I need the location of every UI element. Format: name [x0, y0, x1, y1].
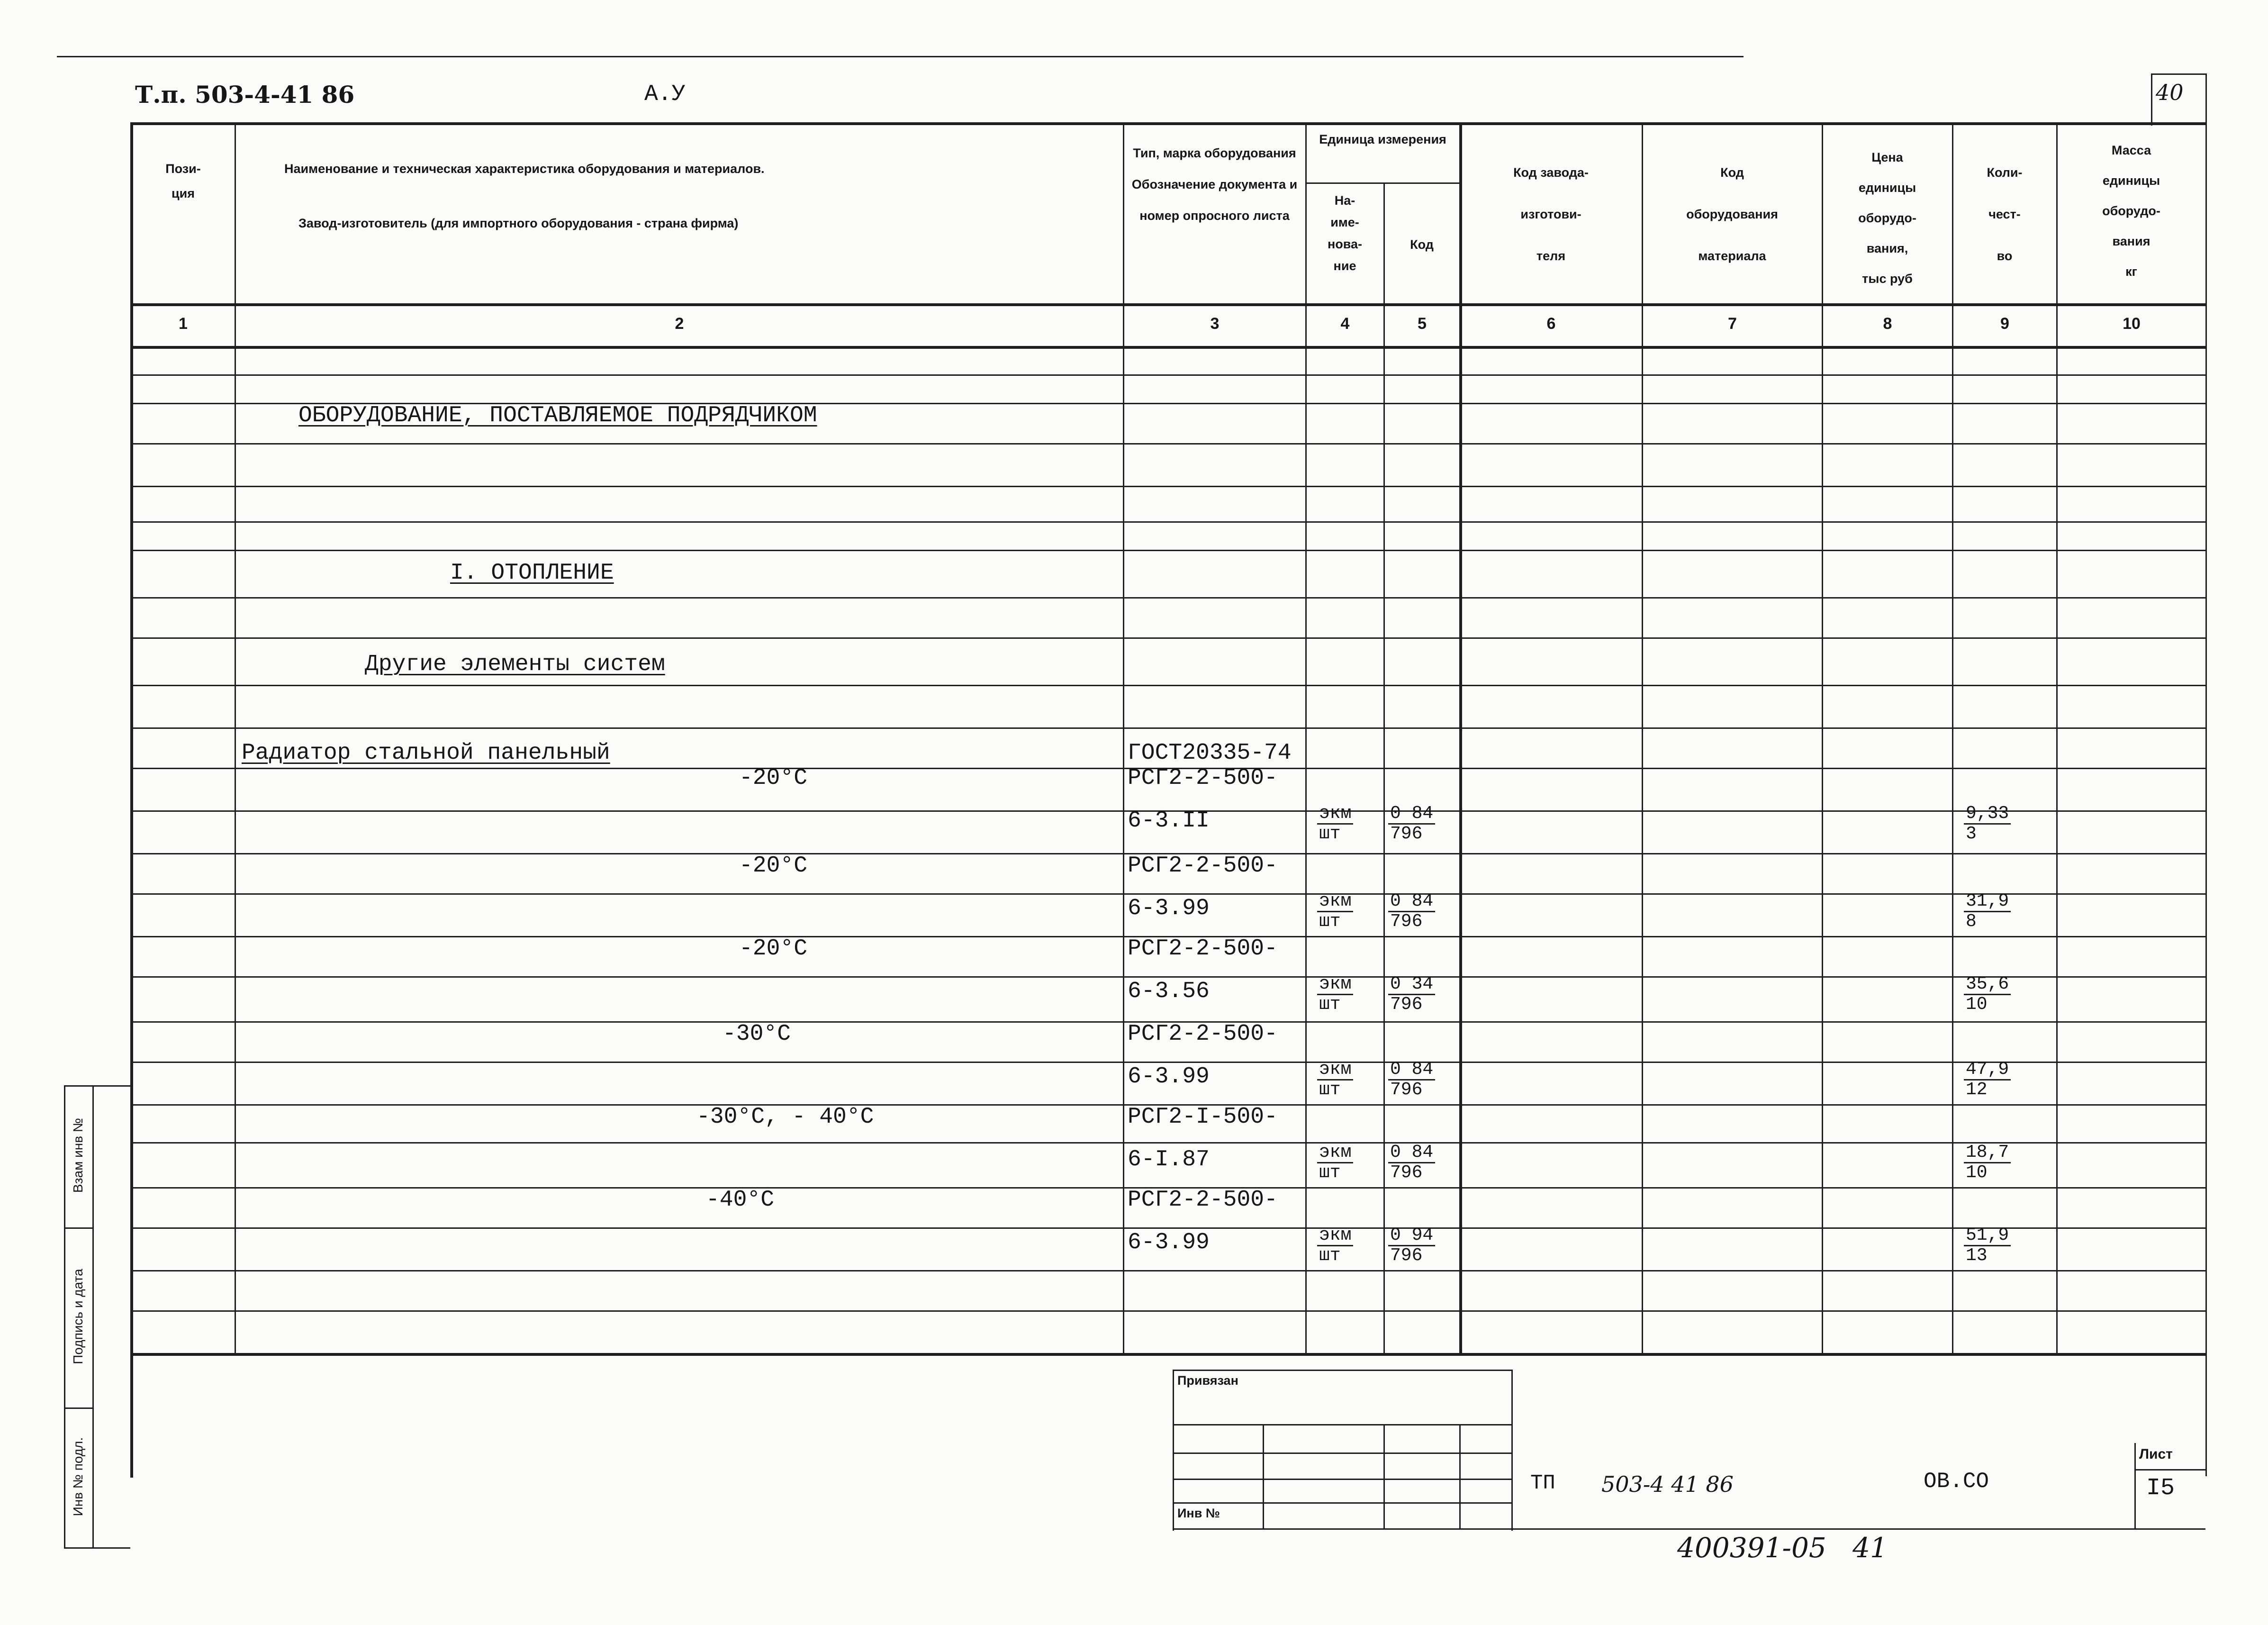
item-quantity-denominator: 13 — [1966, 1245, 1988, 1266]
item-quantity — [1964, 1143, 2011, 1182]
subsection-other-elements: Другие элементы систем — [365, 652, 665, 677]
stamp-col-2 — [1383, 1424, 1385, 1528]
stamp-right-border — [1511, 1370, 1513, 1531]
frame-right-border — [2205, 73, 2207, 1476]
row-rule — [130, 1062, 2205, 1063]
col-header-mass: Масса единицы оборудо- вания кг — [2102, 143, 2160, 279]
item-unit-code — [1388, 1060, 1435, 1099]
unit-group-divider — [1305, 182, 1459, 184]
row-rule — [130, 976, 2205, 978]
project-ref: Т.п. 503-4-41 86 — [135, 81, 355, 109]
item-unit-name — [1317, 1226, 1353, 1265]
col-divider-9 — [2056, 122, 2058, 1353]
col-number-6: 6 — [1546, 315, 1556, 333]
row-rule — [130, 1270, 2205, 1271]
col-divider-6 — [1642, 122, 1643, 1353]
item-unit-name — [1317, 804, 1353, 844]
radiator-standard: ГОСТ20335-74 — [1128, 740, 1292, 766]
page-box-left — [2151, 73, 2152, 126]
col-number-5: 5 — [1418, 315, 1427, 333]
item-unit-code-denominator: 796 — [1390, 994, 1423, 1015]
item-type-line1: РСГ2-2-500- — [1128, 1021, 1278, 1047]
item-temperature: -30°C — [723, 1021, 791, 1047]
item-temperature: -30°C, - 40°C — [696, 1104, 874, 1130]
row-rule — [130, 685, 2205, 686]
item-type-line1: РСГ2-I-500- — [1128, 1104, 1278, 1130]
col-number-10: 10 — [2123, 315, 2141, 333]
item-unit-name-numerator: экм — [1317, 892, 1353, 912]
item-quantity-denominator: 3 — [1966, 824, 1977, 844]
item-quantity-numerator: 9,33 — [1964, 804, 2011, 825]
col-header-price: Цена единицы оборудо- вания, тыс руб — [1858, 150, 1916, 286]
row-rule — [130, 1227, 2205, 1229]
item-type-line2: 6-3.99 — [1128, 896, 1210, 921]
item-type-line2: 6-I.87 — [1128, 1147, 1210, 1172]
item-unit-name — [1317, 1143, 1353, 1182]
col-divider-5 — [1459, 122, 1462, 1353]
stamp-col-1 — [1263, 1424, 1264, 1528]
item-unit-name-numerator: экм — [1317, 804, 1353, 825]
radiator-name: Радиатор стальной панельный — [242, 740, 610, 766]
item-type-line1: РСГ2-2-500- — [1128, 936, 1278, 962]
binding-strip-left — [64, 1085, 65, 1547]
item-temperature: -20°C — [739, 765, 808, 791]
stamp-bound-label: Привязан — [1177, 1373, 1238, 1388]
stamp-col-3 — [1459, 1424, 1461, 1528]
item-unit-name-denominator: шт — [1319, 1245, 1341, 1266]
binding-strip-right — [92, 1085, 94, 1547]
item-unit-code — [1388, 804, 1435, 844]
item-unit-code-denominator: 796 — [1390, 1162, 1423, 1183]
item-unit-name-denominator: шт — [1319, 994, 1341, 1015]
item-unit-name — [1317, 892, 1353, 931]
col-number-3: 3 — [1210, 315, 1220, 333]
stamp-left-border — [1173, 1370, 1174, 1531]
section-heating: I. ОТОПЛЕНИЕ — [450, 560, 614, 586]
col-header-quantity: Коли- чест- во — [1987, 165, 2023, 263]
label-signature-date: Подпись и дата — [71, 1269, 85, 1364]
col-number-1: 1 — [179, 315, 188, 333]
col-header-unit-group: Единица измерения — [1319, 132, 1446, 146]
doc-number: 503-4 41 86 — [1601, 1471, 1734, 1497]
item-unit-code-numerator: 0 34 — [1388, 975, 1435, 995]
binding-strip-bottom — [64, 1547, 130, 1549]
row-rule — [130, 727, 2205, 729]
item-quantity-denominator: 8 — [1966, 911, 1977, 932]
item-unit-code — [1388, 1143, 1435, 1182]
row-rule — [130, 637, 2205, 639]
header-bottom-border — [130, 303, 2205, 306]
sheet-box-left — [2134, 1443, 2136, 1528]
item-quantity-numerator: 51,9 — [1964, 1226, 2011, 1246]
col-number-4: 4 — [1340, 315, 1350, 333]
item-temperature: -20°C — [739, 853, 808, 879]
item-type-line1: РСГ2-2-500- — [1128, 1187, 1278, 1213]
col-header-equipment-code: Код оборудования материала — [1686, 165, 1778, 263]
item-quantity — [1964, 975, 2011, 1014]
item-quantity — [1964, 1060, 2011, 1099]
item-quantity — [1964, 804, 2011, 844]
doc-code: ТП — [1530, 1471, 1555, 1495]
stamp-bottom-border — [1173, 1528, 2205, 1530]
item-quantity-numerator: 35,6 — [1964, 975, 2011, 995]
item-unit-name-denominator: шт — [1319, 911, 1341, 932]
item-type-line2: 6-3.99 — [1128, 1230, 1210, 1255]
item-unit-name-numerator: экм — [1317, 1143, 1353, 1163]
col-divider-2 — [1123, 122, 1124, 1353]
col-header-unit-code: Код — [1410, 237, 1434, 252]
row-rule — [130, 443, 2205, 445]
col-header-name-line2: Завод-изготовитель (для импортного оборудования - страна фирма) — [298, 216, 739, 230]
item-unit-name-denominator: шт — [1319, 1162, 1341, 1183]
item-type-line2: 6-3.II — [1128, 808, 1210, 834]
row-rule — [130, 550, 2205, 551]
col-number-7: 7 — [1728, 315, 1737, 333]
item-quantity-denominator: 12 — [1966, 1080, 1988, 1100]
table-top-border — [130, 122, 2205, 125]
section-mark: А.У — [644, 82, 686, 107]
item-unit-code — [1388, 892, 1435, 931]
item-unit-code-denominator: 796 — [1390, 1245, 1423, 1266]
row-rule — [130, 1142, 2205, 1144]
item-unit-code-numerator: 0 84 — [1388, 892, 1435, 912]
label-vzam-inv: Взам инв № — [71, 1118, 85, 1193]
item-type-line2: 6-3.99 — [1128, 1064, 1210, 1089]
item-type-line1: РСГ2-2-500- — [1128, 765, 1278, 791]
item-quantity-denominator: 10 — [1966, 994, 1988, 1015]
item-temperature: -20°C — [739, 936, 808, 962]
col-number-8: 8 — [1883, 315, 1892, 333]
colnum-bottom-border — [130, 346, 2205, 349]
label-inv-no-podl: Инв № подл. — [71, 1437, 85, 1516]
item-unit-code-numerator: 0 84 — [1388, 1060, 1435, 1080]
row-rule — [130, 521, 2205, 523]
col-divider-7 — [1822, 122, 1823, 1353]
sheet-label: Лист — [2139, 1446, 2173, 1462]
col-number-2: 2 — [675, 315, 684, 333]
col-header-name-line1: Наименование и техническая характеристика оборудования и материалов. — [284, 162, 765, 176]
item-unit-code — [1388, 1226, 1435, 1265]
col-header-type: Тип, марка оборудования Обозначение документа и номер опросного листа — [1131, 146, 1298, 223]
col-divider-8 — [1952, 122, 1953, 1353]
item-quantity-numerator: 31,9 — [1964, 892, 2011, 912]
item-unit-code-denominator: 796 — [1390, 824, 1423, 844]
item-unit-code — [1388, 975, 1435, 1014]
item-type-line2: 6-3.56 — [1128, 979, 1210, 1004]
scan-edge-line — [57, 56, 1744, 57]
page-box-top — [2151, 73, 2205, 75]
row-rule — [130, 893, 2205, 895]
item-unit-code-denominator: 796 — [1390, 911, 1423, 932]
title-supplied-by-contractor: ОБОРУДОВАНИЕ, ПОСТАВЛЯЕМОЕ ПОДРЯДЧИКОМ — [298, 403, 817, 428]
item-unit-name-numerator: экм — [1317, 1226, 1353, 1246]
row-rule — [130, 374, 2205, 376]
item-unit-name — [1317, 975, 1353, 1014]
item-quantity-numerator: 18,7 — [1964, 1143, 2011, 1163]
item-temperature: -40°C — [706, 1187, 775, 1213]
sheet-number: I5 — [2146, 1475, 2175, 1502]
row-rule — [130, 597, 2205, 599]
col-header-unit-name: На- име- нова- ние — [1327, 193, 1363, 273]
item-quantity — [1964, 1226, 2011, 1265]
item-unit-code-numerator: 0 84 — [1388, 804, 1435, 825]
col-divider-3 — [1305, 122, 1307, 1353]
stamp-top-border — [1173, 1370, 1511, 1371]
row-rule — [130, 486, 2205, 487]
col-number-9: 9 — [2000, 315, 2009, 333]
item-quantity-numerator: 47,9 — [1964, 1060, 2011, 1080]
item-unit-code-denominator: 796 — [1390, 1080, 1423, 1100]
row-rule — [130, 1353, 2205, 1354]
doc-mark: ОВ.СО — [1924, 1469, 1989, 1494]
item-type-line1: РСГ2-2-500- — [1128, 853, 1278, 879]
item-unit-name-denominator: шт — [1319, 824, 1341, 844]
item-quantity-denominator: 10 — [1966, 1162, 1988, 1183]
col-header-position: Пози- ция — [165, 162, 201, 200]
col-divider-1 — [235, 122, 236, 1353]
item-unit-name-numerator: экм — [1317, 975, 1353, 995]
stamp-inv-label: Инв № — [1177, 1506, 1220, 1520]
item-quantity — [1964, 892, 2011, 931]
sheet-box-divider — [2134, 1469, 2205, 1471]
item-unit-name-numerator: экм — [1317, 1060, 1353, 1080]
col-header-factory-code: Код завода- изготови- теля — [1513, 165, 1589, 263]
item-unit-name — [1317, 1060, 1353, 1099]
item-unit-name-denominator: шт — [1319, 1080, 1341, 1100]
row-rule — [130, 1310, 2205, 1312]
page-handwritten-number: 40 — [2156, 80, 2184, 105]
item-unit-code-numerator: 0 94 — [1388, 1226, 1435, 1246]
item-unit-code-numerator: 0 84 — [1388, 1143, 1435, 1163]
bottom-handwritten-note: 400391-05 41 — [1677, 1532, 1888, 1564]
